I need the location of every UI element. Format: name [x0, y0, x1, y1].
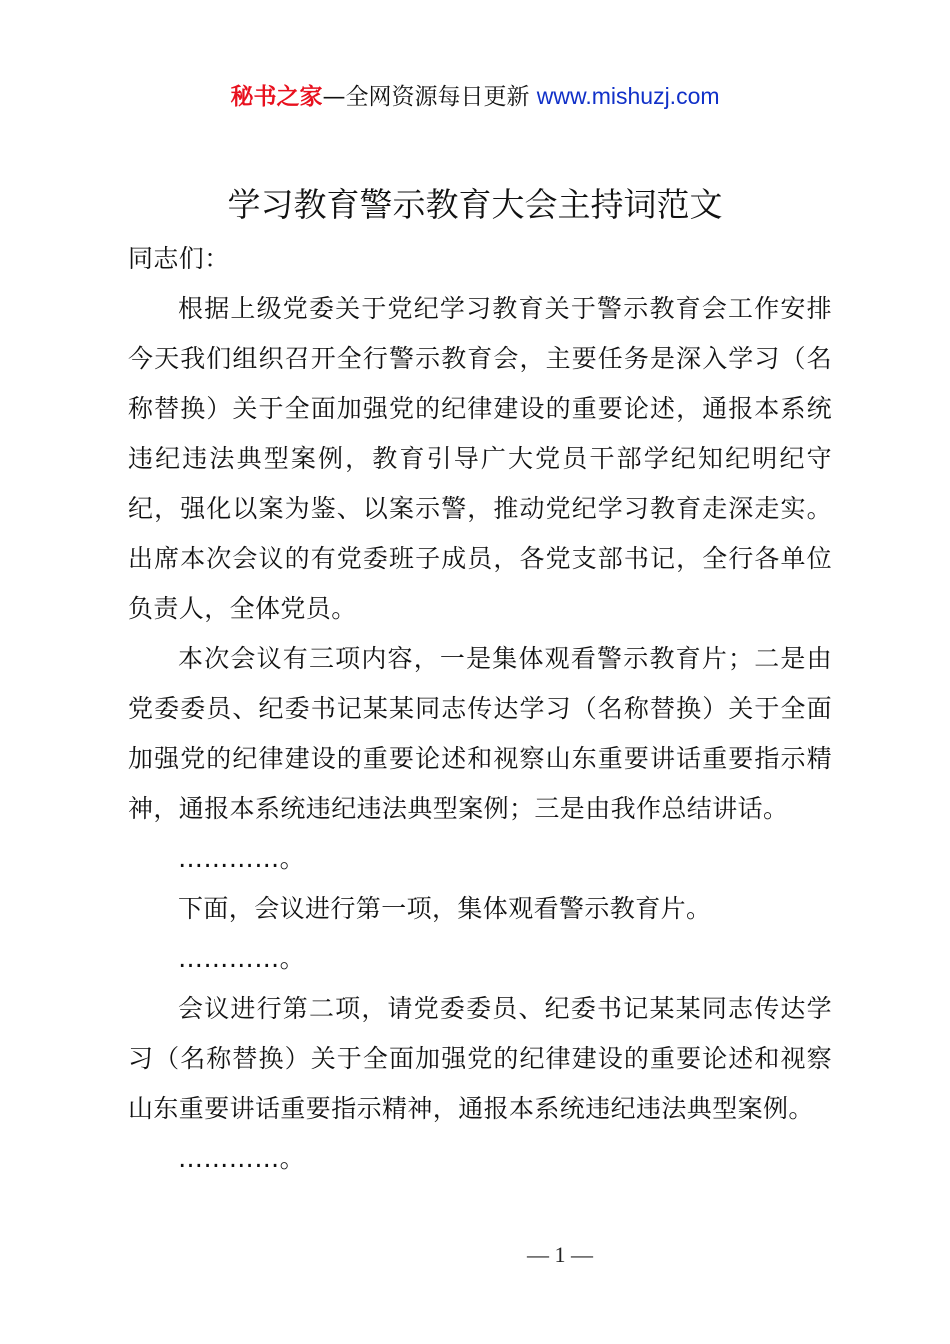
site-banner	[0, 80, 950, 113]
ellipsis-line: …………。	[178, 844, 306, 873]
ellipsis-line: …………。	[178, 944, 306, 973]
document-body	[128, 234, 832, 1184]
document-title: 学习教育警示教育大会主持词范文	[227, 185, 723, 224]
paragraph: 本次会议有三项内容，一是集体观看警示教育片；二是由党委委员、纪委书记某某同志传达学习（名称替换）关于全面加强党的纪律建设的重要论述和视察山东重要讲话重要指示精神，通报本系统违纪违法典型案例；三是由我作总结讲话。	[128, 644, 832, 823]
ellipsis-line: …………。	[178, 1144, 306, 1173]
site-brand: 秘书之家	[230, 84, 323, 110]
paragraph: 下面，会议进行第一项，集体观看警示教育片。	[178, 894, 712, 923]
paragraph: 根据上级党委关于党纪学习教育关于警示教育会工作安排今天我们组织召开全行警示教育会，主要任务是深入学习（名称替换）关于全面加强党的纪律建设的重要论述，通报本系统违纪违法典型案例，教育引导广大党员干部学纪知纪明纪守纪，强化以案为鉴、以案示警，推动党纪学习教育走深走实。出席本次会议的有党委班子成员，各党支部书记，全行各单位负责人，全体党员。	[128, 294, 832, 623]
site-slogan: —全网资源每日更新	[322, 84, 530, 110]
page-number: — 1 —	[527, 1242, 593, 1267]
site-url-link[interactable]: www.mishuzj.com	[536, 83, 720, 109]
salutation: 同志们：	[128, 244, 230, 273]
paragraph: 会议进行第二项，请党委委员、纪委书记某某同志传达学习（名称替换）关于全面加强党的纪律建设的重要论述和视察山东重要讲话重要指示精神，通报本系统违纪违法典型案例。	[128, 994, 832, 1123]
